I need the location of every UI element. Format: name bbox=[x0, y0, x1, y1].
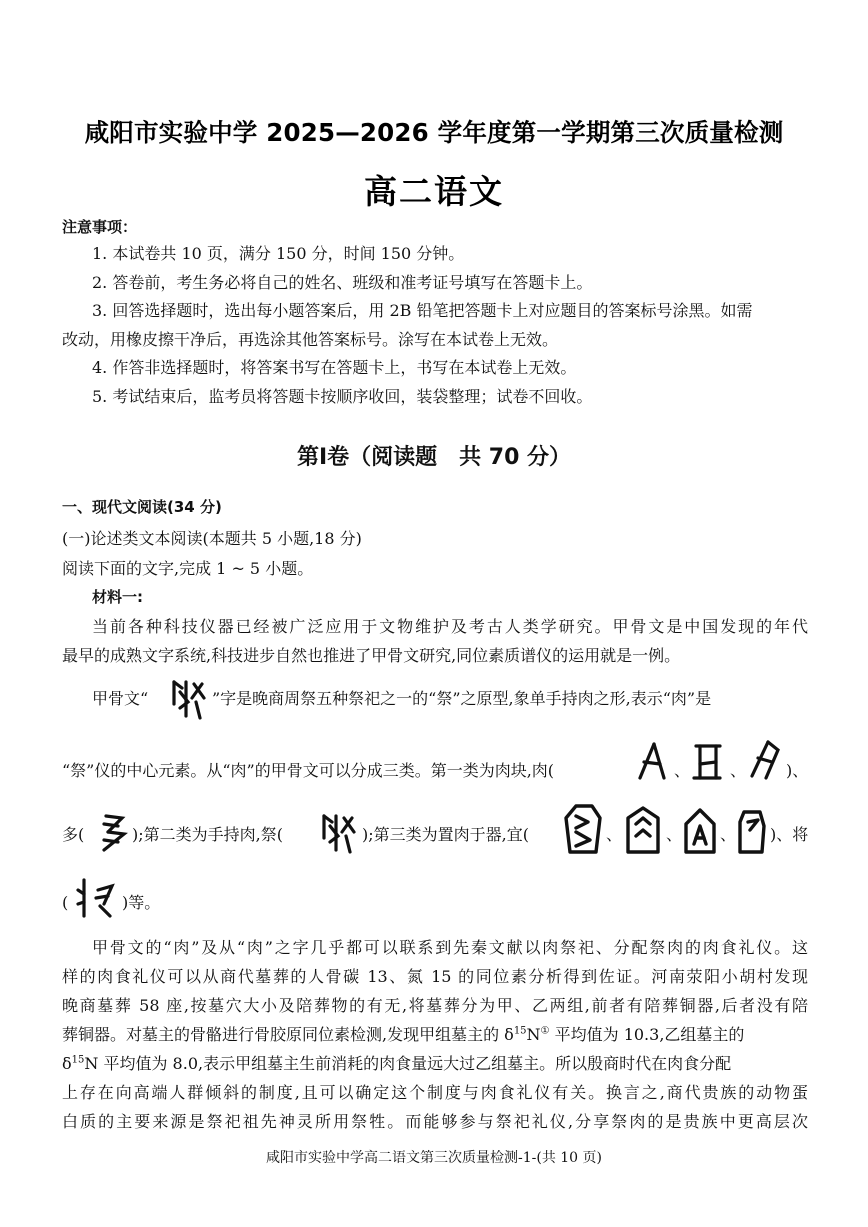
oracle-ji-glyph-2 bbox=[316, 808, 360, 856]
oracle-ji-glyph-1 bbox=[166, 674, 210, 722]
p2-line-3c: );第三类为置肉于器,宜( bbox=[362, 825, 529, 844]
sep-1: 、 bbox=[674, 761, 691, 780]
page-footer: 咸阳市实验中学高二语文第三次质量检测-1-(共 10 页) bbox=[265, 1150, 602, 1166]
p1-line-2: 最早的成熟文字系统,科技进步自然也推进了甲骨文研究,同位素质谱仪的运用就是一例。 bbox=[62, 646, 681, 665]
sep-3: 、 bbox=[606, 825, 623, 844]
exam-title: 咸阳市实验中学 2025—2026 学年度第一学期第三次质量检测 bbox=[84, 118, 784, 147]
p2-line-3d: )、将 bbox=[770, 825, 809, 844]
oracle-duo-glyph bbox=[94, 810, 130, 854]
sep-2: 、 bbox=[730, 761, 747, 780]
material-label: 材料一: bbox=[92, 588, 143, 606]
notice-heading: 注意事项： bbox=[62, 218, 138, 236]
oracle-yi-glyph-4 bbox=[734, 806, 768, 856]
part-heading: 一、现代文阅读(34 分) bbox=[62, 498, 222, 516]
p3-line-4-text: 葬铜器。对墓主的骨骼进行骨胶原同位素检测,发现甲组墓主的 δ bbox=[62, 1025, 514, 1044]
section-title: 第Ⅰ卷（阅读题 共 70 分） bbox=[296, 445, 572, 470]
oracle-rou-glyph-3 bbox=[746, 738, 782, 782]
p3-line-1: 甲骨文的“肉”及从“肉”之字几乎都可以联系到先秦文献以肉祭祀、分配祭肉的肉食礼仪。这 bbox=[92, 938, 808, 957]
isotope-symbol: N bbox=[526, 1025, 541, 1044]
p2-line-2b: )、 bbox=[786, 761, 809, 780]
delta-symbol: δ bbox=[62, 1054, 72, 1073]
notice-item-3-cont: 改动，用橡皮擦干净后，再选涂其他答案标号。涂写在本试卷上无效。 bbox=[62, 330, 559, 349]
isotope-superscript: 15 bbox=[513, 1025, 527, 1037]
notice-item-5: 5. 考试结束后，监考员将答题卡按顺序收回，装袋整理；试卷不回收。 bbox=[92, 387, 593, 406]
oracle-yi-glyph-3 bbox=[682, 806, 718, 856]
isotope-superscript-2: 15 bbox=[71, 1054, 85, 1066]
notice-item-3: 3. 回答选择题时，选出每小题答案后，用 2B 铅笔把答题卡上对应题目的答案标号涂黑。如需 bbox=[92, 301, 753, 320]
oracle-rou-glyph-2 bbox=[690, 740, 726, 784]
p3-line-5-text: N 平均值为 8.0,表示甲组墓主生前消耗的肉食量远大过乙组墓主。所以殷商时代在肉食分配 bbox=[84, 1054, 732, 1073]
oracle-rou-glyph-1 bbox=[634, 740, 670, 784]
p3-line-4-rest: 平均值为 10.3,乙组墓主的 bbox=[549, 1025, 745, 1044]
p2-line-4a: ( bbox=[62, 893, 69, 912]
p3-line-2: 样的肉食礼仪可以从商代墓葬的人骨碳 13、氮 15 的同位素分析得到佐证。河南荥阳小胡村发现 bbox=[62, 967, 808, 986]
p3-line-7: 白质的主要来源是祭祀祖先神灵所用祭牲。而能够参与祭祀礼仪,分享祭肉的是贵族中更高层次 bbox=[62, 1112, 808, 1131]
p1-line-1: 当前各种科技仪器已经被广泛应用于文物维护及考古人类学研究。甲骨文是中国发现的年代 bbox=[92, 617, 808, 636]
p2-line-4b: )等。 bbox=[122, 893, 161, 912]
p2-line-1b: ”字是晚商周祭五种祭祀之一的“祭”之原型,象单手持肉之形,表示“肉”是 bbox=[212, 689, 712, 708]
footnote-marker: ① bbox=[540, 1025, 550, 1037]
oracle-yi-glyph-2 bbox=[622, 804, 664, 858]
instruction: 阅读下面的文字,完成 1 ~ 5 小题。 bbox=[62, 559, 314, 578]
p3-line-3: 晚商墓葬 58 座,按墓穴大小及陪葬物的有无,将墓葬分为甲、乙两组,前者有陪葬铜器,后者没有陪 bbox=[62, 996, 808, 1015]
p2-line-2a: “祭”仪的中心元素。从“肉”的甲骨文可以分成三类。第一类为肉块,肉( bbox=[62, 761, 555, 780]
notice-item-4: 4. 作答非选择题时，将答案书写在答题卡上，书写在本试卷上无效。 bbox=[92, 358, 577, 377]
p3-line-6: 上存在向高端人群倾斜的制度,且可以确定这个制度与肉食礼仪有关。换言之,商代贵族的动物蛋 bbox=[62, 1083, 808, 1102]
sep-5: 、 bbox=[720, 825, 737, 844]
p2-line-1a: 甲骨文“ bbox=[92, 689, 149, 708]
notice-item-1: 1. 本试卷共 10 页，满分 150 分，时间 150 分钟。 bbox=[92, 244, 465, 263]
subject-title: 高二语文 bbox=[364, 172, 504, 211]
sep-4: 、 bbox=[666, 825, 683, 844]
p3-line-5 bbox=[62, 1056, 808, 1072]
oracle-yi-glyph-1 bbox=[562, 802, 604, 858]
notice-item-2: 2. 答卷前，考生务必将自己的姓名、班级和准考证号填写在答题卡上。 bbox=[92, 273, 593, 292]
oracle-jiang-glyph bbox=[74, 876, 120, 920]
sub-heading: (一)论述类文本阅读(本题共 5 小题,18 分) bbox=[62, 529, 362, 548]
p2-line-3a: 多( bbox=[62, 825, 85, 844]
p3-line-4 bbox=[62, 1027, 808, 1043]
p2-line-3b: );第二类为手持肉,祭( bbox=[132, 825, 283, 844]
